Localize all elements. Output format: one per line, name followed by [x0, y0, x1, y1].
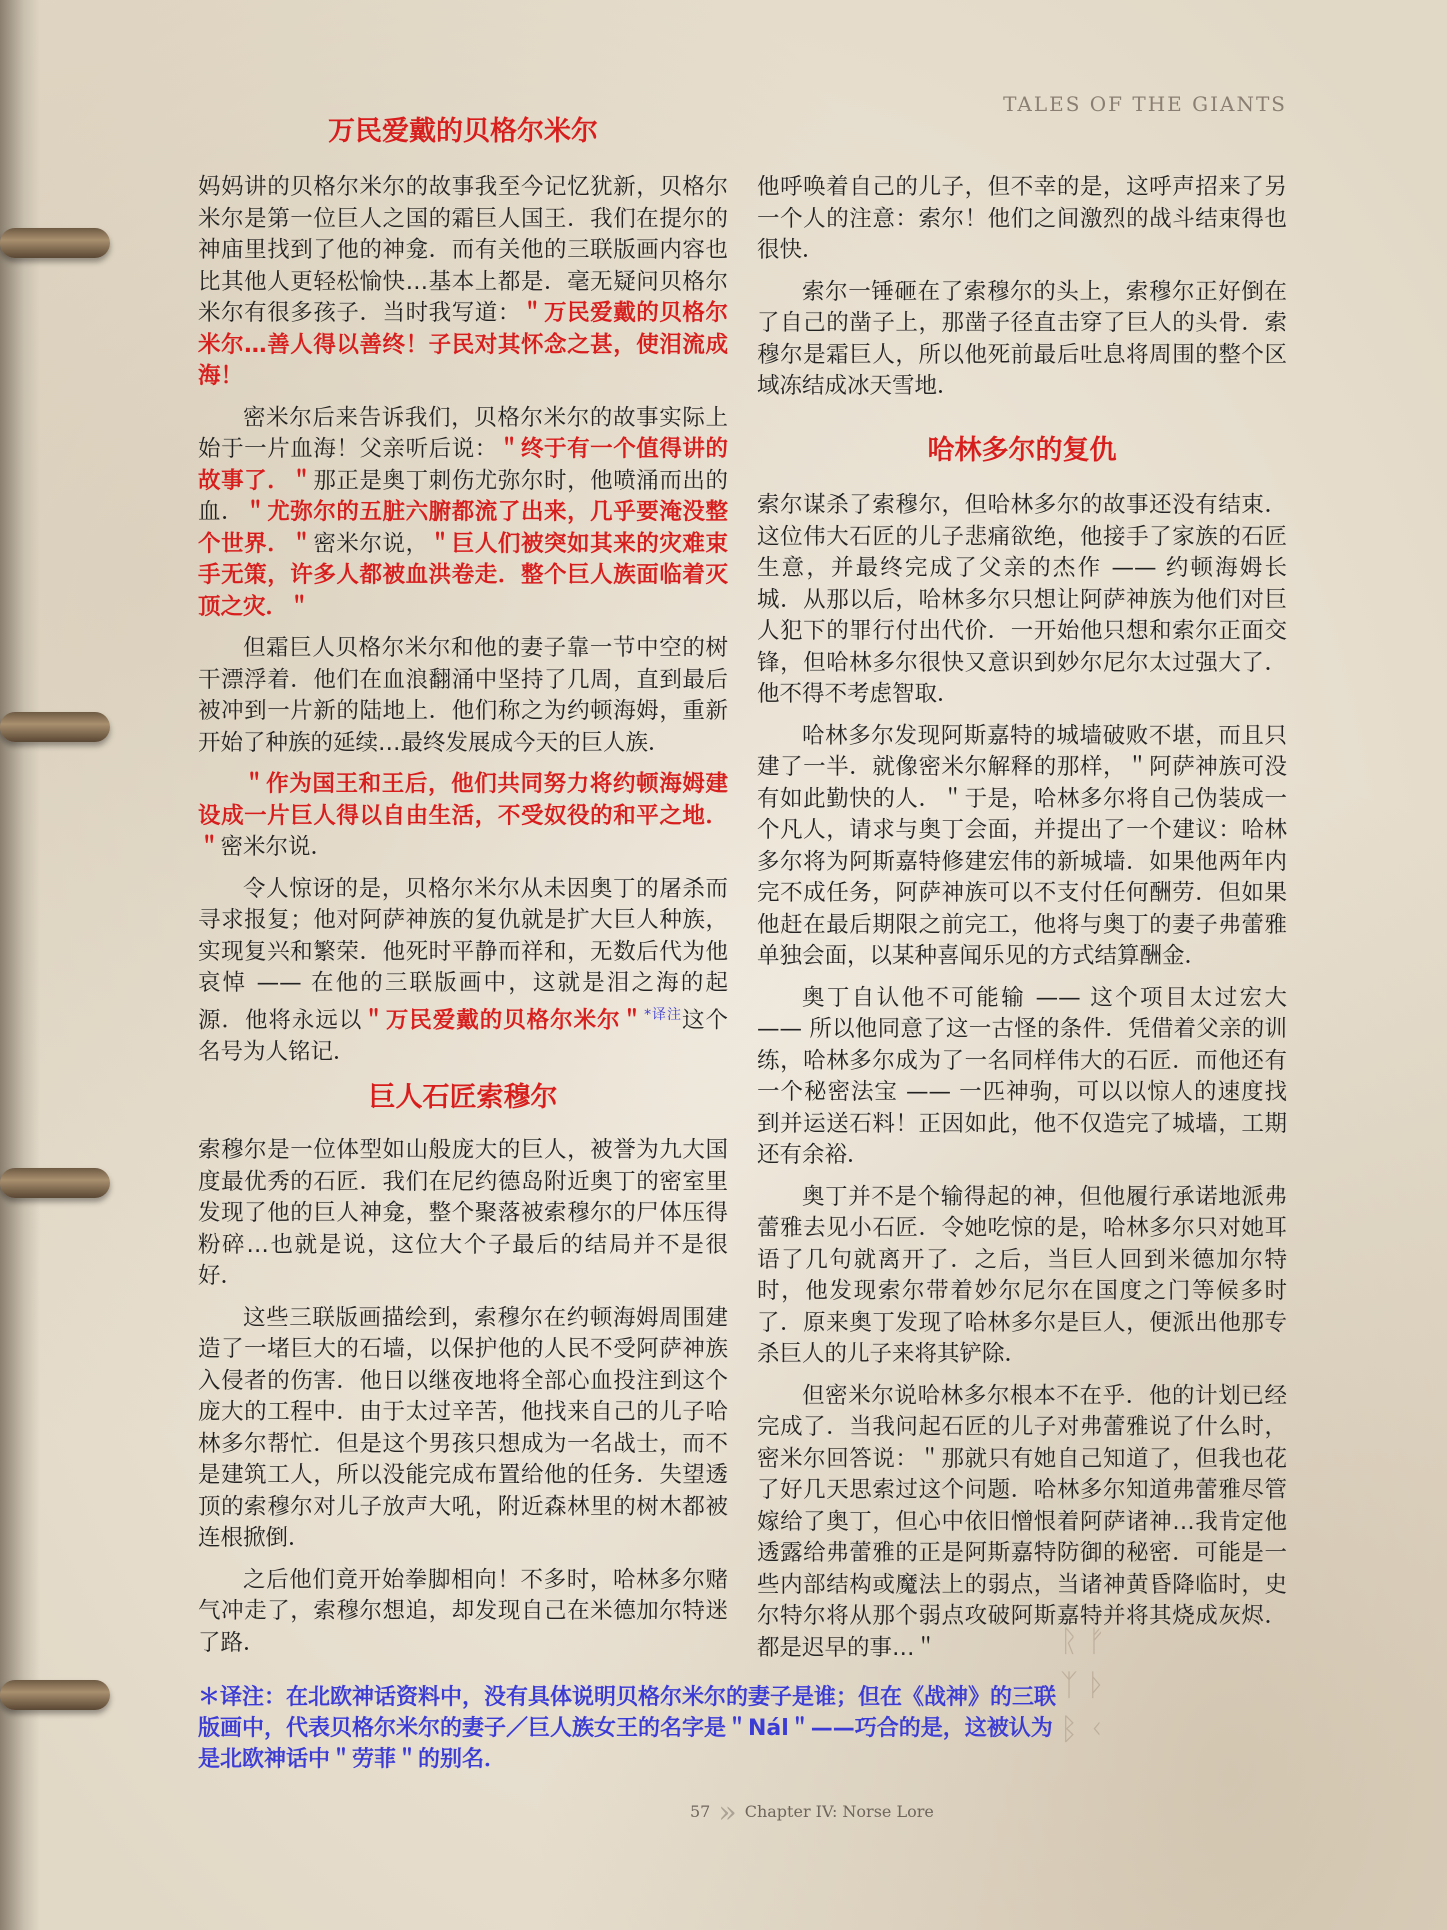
paragraph: 奥丁自认他不可能输 —— 这个项目太过宏大 —— 所以他同意了这一古怪的条件．凭借着父亲的训练，哈林多尔成为了一名同样伟大的石匠．而他还有一个秘密法宝 —— 一匹神驹，可以以惊人的速度找到并运送石料！正因如此，他不仅造完了城墙，工期还有余裕． [757, 984, 1287, 1168]
paragraph: 哈林多尔发现阿斯嘉特的城墙破败不堪，而且只建了一半．就像密米尔解释的那样，＂阿萨神族可没有如此勤快的人．＂于是，哈林多尔将自己伪装成一个凡人，请求与奥丁会面，并提出了一个建议：哈林多尔将为阿斯嘉特修建宏伟的新城墙．如果他两年内完不成任务，阿萨神族可以不支付任何酬劳．但如果他赶在最后期限之前完工，他将与奥丁的妻子弗蕾雅单独会面，以某种喜闻乐见的方式结算酬金． [757, 722, 1287, 969]
hrimthur-body [757, 490, 1287, 1674]
paragraph: 索尔一锤砸在了索穆尔的头上，索穆尔正好倒在了自己的凿子上，那凿子径直击穿了巨人的头骨．索穆尔是霜巨人，所以他死前最后吐息将周围的整个区域冻结成冰天雪地． [757, 278, 1287, 399]
paragraph: 但密米尔说哈林多尔根本不在乎．他的计划已经完成了．当我问起石匠的儿子对弗蕾雅说了什么时，密米尔回答说：＂那就只有她自己知道了，但我也花了好几天思索过这个问题．哈林多尔知道弗蕾雅尽管嫁给了奥丁，但心中依旧憎恨着阿萨诸神…我肯定他透露给弗蕾雅的正是阿斯嘉特防御的秘密．可能是一些内部结构或魔法上的弱点，当诸神黄昏降临时，史尔特尔将从那个弱点攻破阿斯嘉特并将其烧成灰烬．都是迟早的事…＂ [757, 1382, 1287, 1661]
heading-text: 万民爱戴的贝格尔米尔 [328, 116, 598, 147]
translator-footnote: ＊译注：在北欧神话资料中，没有具体说明贝格尔米尔的妻子是谁；但在《战神》的三联版画中，代表贝格尔米尔的妻子／巨人族女王的名字是＂Nál＂——巧合的是，这被认为是北欧神话中＂劳菲＂的别名． [198, 1685, 1057, 1772]
footnote-marker[interactable]: *译注 [644, 1006, 682, 1023]
paragraph: 妈妈讲的贝格尔米尔的故事我至今记忆犹新，贝格尔米尔是第一位巨人之国的霜巨人国王．我们在提尔的神庙里找到了他的神龛．而有关他的三联版画内容也比其他人更轻松愉快…基本上都是．毫无疑问贝格尔米尔有很多孩子．当时我写道：＂万民爱戴的贝格尔米尔…善人得以善终！子民对其怀念之甚，使泪流成海！ [198, 174, 728, 389]
binding-ring [0, 1680, 110, 1710]
paragraph: 这些三联版画描绘到，索穆尔在约顿海姆周围建造了一堵巨大的石墙，以保护他的人民不受阿萨神族入侵者的伤害．他日以继夜地将全部心血投注到这个庞大的工程中．由于太过辛苦，他找来自己的儿子哈林多尔帮忙．但是这个男孩只想成为一名战士，而不是建筑工人，所以没能完成布置给他的任务．失望透顶的索穆尔对儿子放声大吼，附近森林里的树木都被连根掀倒． [198, 1304, 728, 1551]
thamur-body-continued [757, 172, 1287, 413]
paragraph: 索尔谋杀了索穆尔，但哈林多尔的故事还没有结束．这位伟大石匠的儿子悲痛欲绝，他接手了家族的石匠生意，并最终完成了父亲的杰作 —— 约顿海姆长城．从那以后，哈林多尔只想让阿萨神族为他们对巨人犯下的罪行付出代价．一开始他只想和索尔正面交锋，但哈林多尔很快又意识到妙尔尼尔太过强大了．他不得不考虑智取． [757, 492, 1287, 707]
paragraph: ＂作为国王和王后，他们共同努力将约顿海姆建设成一片巨人得以自由生活，不受奴役的和平之地．＂密米尔说． [198, 771, 728, 860]
section-heading-thamur [198, 1078, 728, 1118]
paragraph: 奥丁并不是个输得起的神，但他履行承诺地派弗蕾雅去见小石匠．令她吃惊的是，哈林多尔只对她耳语了几句就离开了．之后，当巨人回到米德加尔特时，他发现索尔带着妙尔尼尔在国度之门等候多时了．原来奥丁发现了哈林多尔是巨人，便派出他那专杀巨人的儿子来将其铲除． [757, 1183, 1287, 1367]
binding-ring [0, 1168, 110, 1198]
page-number: 57 [690, 1802, 711, 1821]
heading-text: 巨人石匠索穆尔 [368, 1082, 558, 1113]
thamur-body [198, 1135, 728, 1669]
chapter-label: Chapter IV: Norse Lore [744, 1802, 934, 1821]
double-chevron-icon: » [718, 1795, 737, 1830]
section-heading-hrimthur [757, 431, 1287, 471]
rune-decoration: ᚱ ᚠ ᛉ ᚦ ᛒ ᚲ [1060, 1624, 1106, 1747]
paragraph: 但霜巨人贝格尔米尔和他的妻子靠一节中空的树干漂浮着．他们在血浪翻涌中坚持了几周，直到最后被冲到一片新的陆地上．他们称之为约顿海姆，重新开始了种族的延续…最终发展成今天的巨人族． [198, 635, 728, 756]
heading-text: 哈林多尔的复仇 [927, 435, 1117, 466]
running-header: TALES OF THE GIANTS [1003, 92, 1287, 116]
book-spine [0, 0, 40, 1930]
paragraph: 令人惊讶的是，贝格尔米尔从未因奥丁的屠杀而寻求报复；他对阿萨神族的复仇就是扩大巨人种族，实现复兴和繁荣．他死时平静而祥和，无数后代为他哀悼 —— 在他的三联版画中，这就是泪之海的起源．他将永远以＂万民爱戴的贝格尔米尔＂$^{*译注}$这个名号为人铭记． [198, 875, 728, 1065]
section-heading-bergelmir [198, 112, 728, 152]
binding-ring [0, 228, 110, 258]
bergelmir-body [198, 172, 728, 1078]
paragraph: 密米尔后来告诉我们，贝格尔米尔的故事实际上始于一片血海！父亲听后说：＂终于有一个值得讲的故事了．＂那正是奥丁刺伤尤弥尔时，他喷涌而出的血．＂尤弥尔的五脏六腑都流了出来，几乎要淹没整个世界．＂密米尔说，＂巨人们被突如其来的灾难束手无策，许多人都被血洪卷走．整个巨人族面临着灭顶之灾．＂ [198, 404, 728, 620]
paragraph: 他呼唤着自己的儿子，但不幸的是，这呼声招来了另一个人的注意：索尔！他们之间激烈的战斗结束得也很快． [757, 174, 1287, 263]
page-footer [690, 1795, 934, 1830]
paragraph: 索穆尔是一位体型如山般庞大的巨人，被誉为九大国度最优秀的石匠．我们在尼约德岛附近奥丁的密室里发现了他的巨人神龛，整个聚落被索穆尔的尸体压得粉碎…也就是说，这位大个子最后的结局并不是很好． [198, 1137, 728, 1289]
binding-ring [0, 712, 110, 742]
paragraph: 之后他们竟开始拳脚相向！不多时，哈林多尔赌气冲走了，索穆尔想追，却发现自己在米德加尔特迷了路． [198, 1566, 728, 1656]
